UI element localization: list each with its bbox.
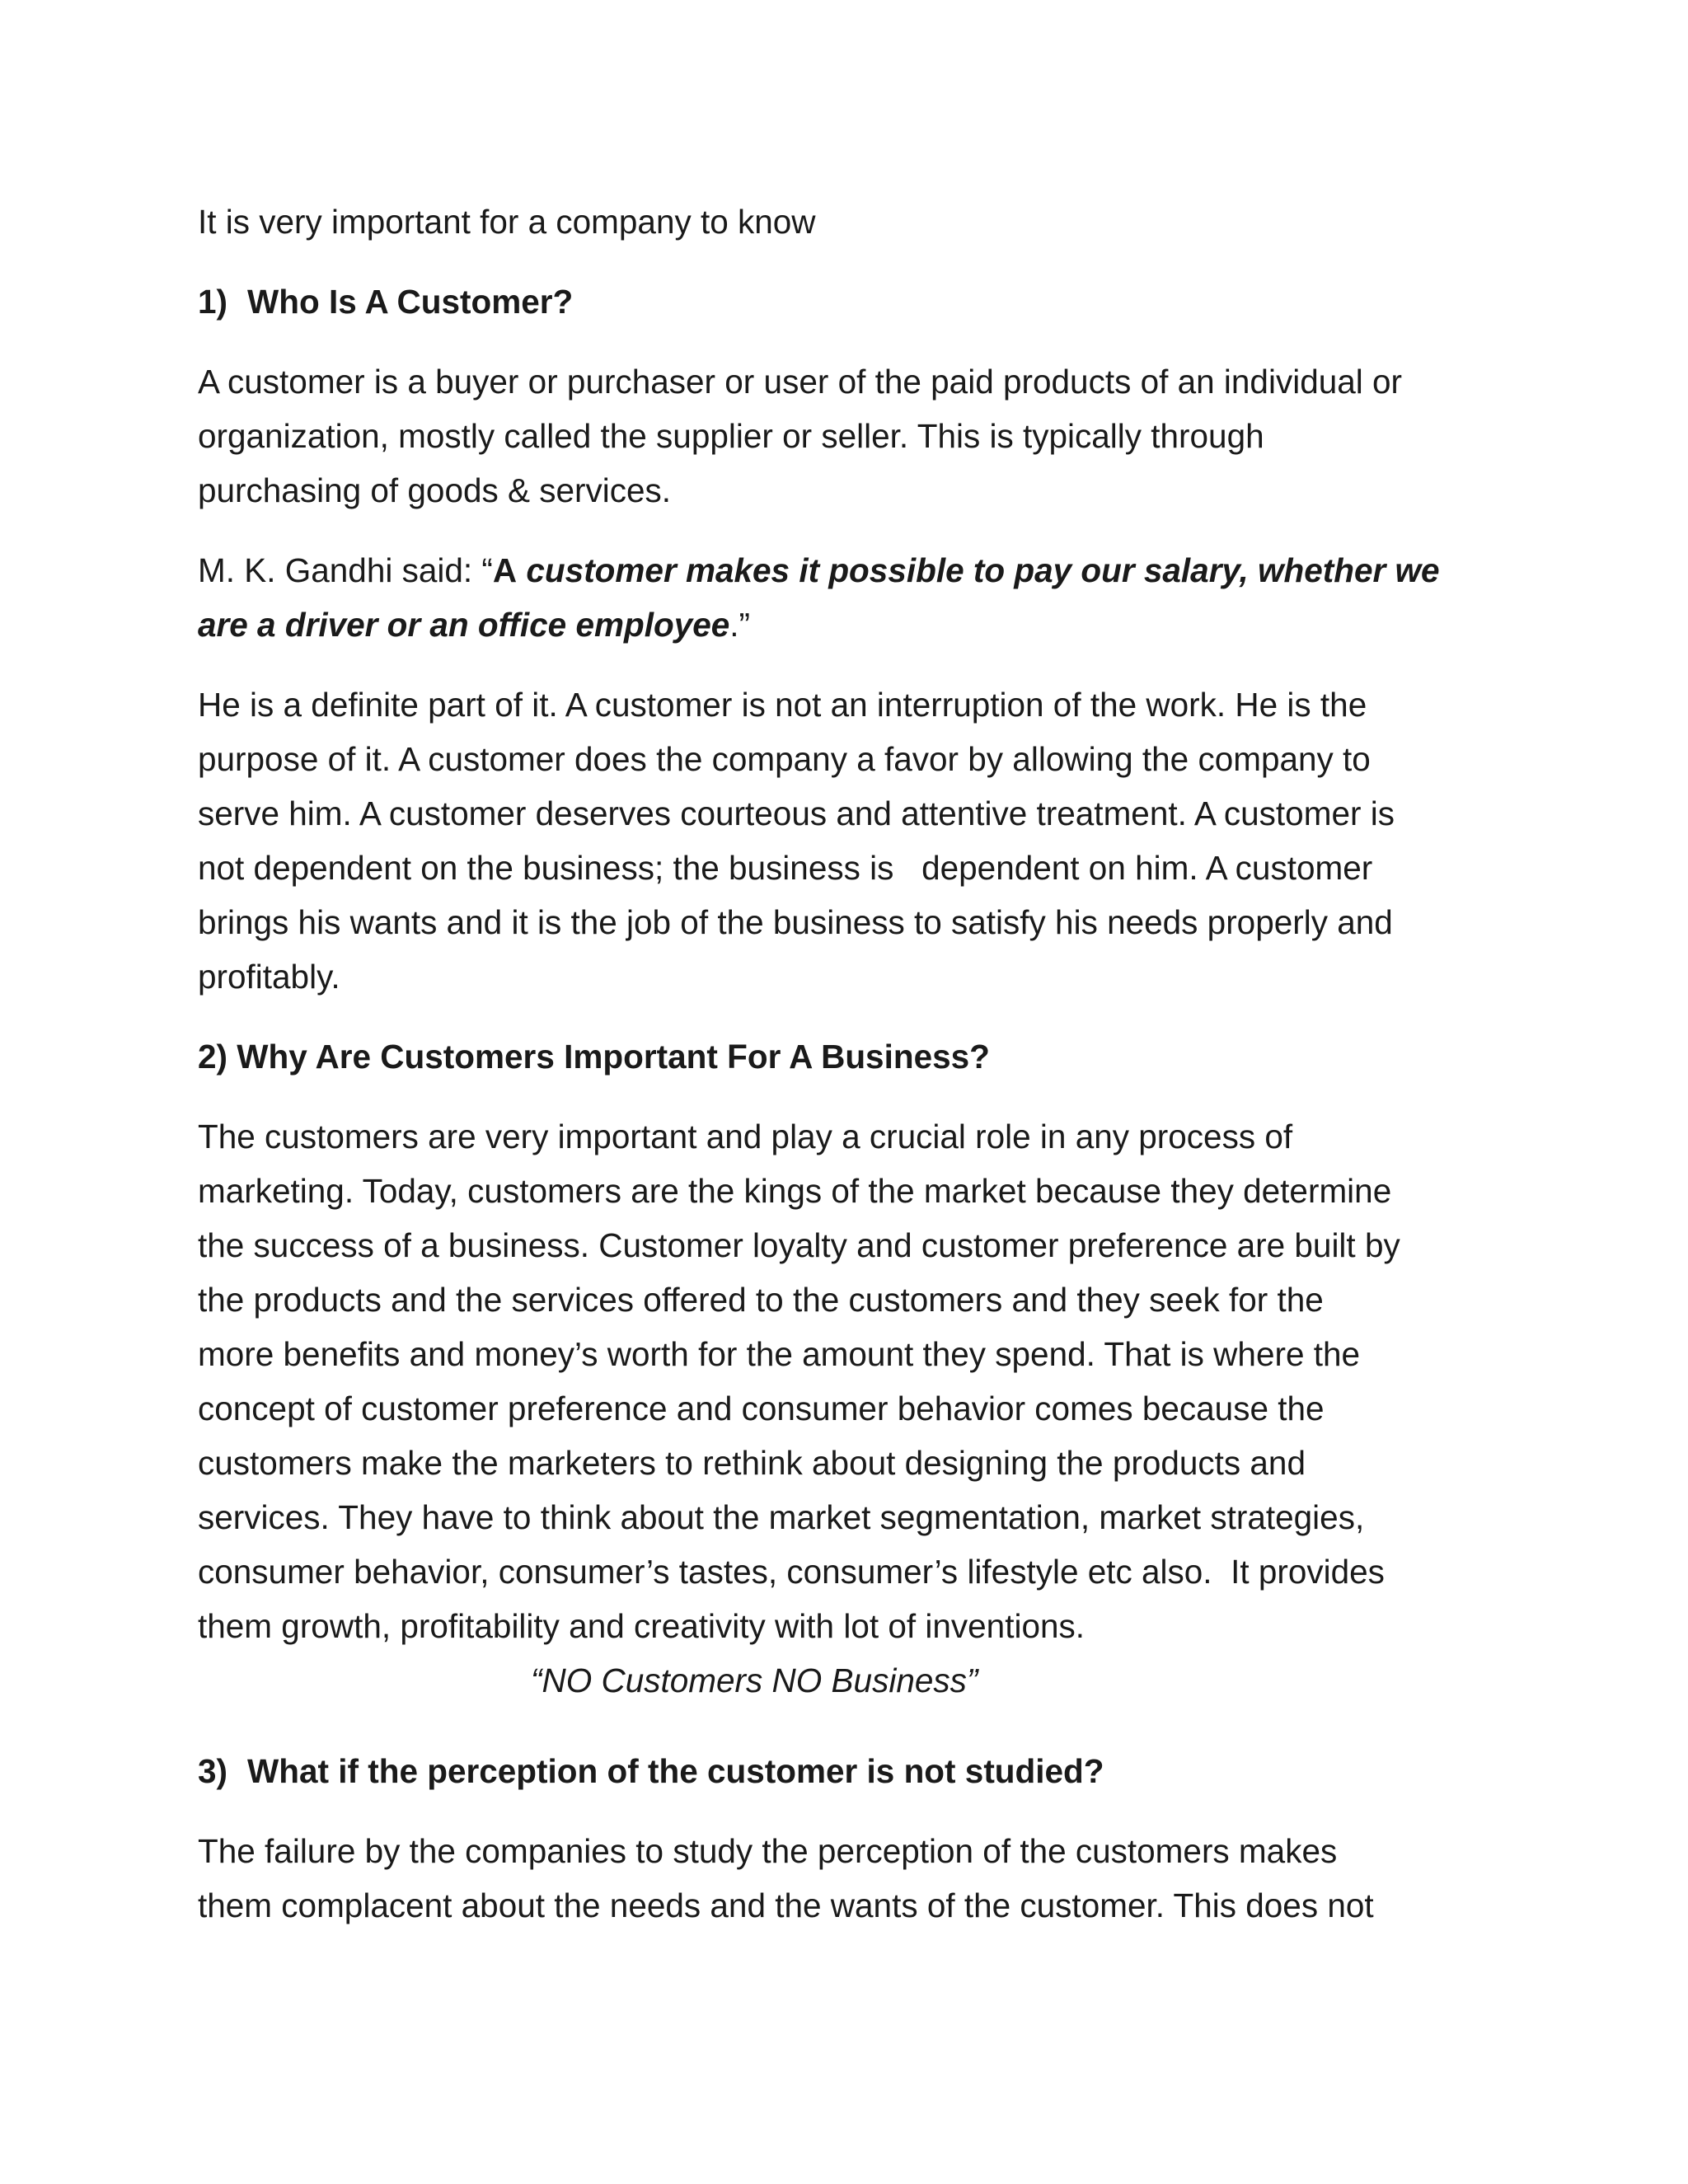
paragraph-line: services. They have to think about the market segmentation, market strategies, [198,1498,1365,1536]
paragraph-line: marketing. Today, customers are the kings of the market because they determine [198,1172,1392,1210]
paragraph-line: concept of customer preference and consumer behavior comes because the [198,1390,1325,1427]
paragraph-line: A customer is a buyer or purchaser or user of the paid products of an individual or [198,363,1403,401]
paragraph-line: more benefits and money’s worth for the amount they spend. That is where the [198,1335,1361,1373]
document-page [198,194,1484,1958]
paragraph-line: brings his wants and it is the job of the business to satisfy his needs properly and [198,903,1393,941]
section-1-number: 1) [198,283,228,321]
section-3-paragraph [198,1824,1484,1933]
section-1-heading [198,274,1484,329]
section-1-paragraph-2 [198,677,1484,1004]
section-3-heading [198,1744,1484,1798]
quote-text-1: customer makes it possible to pay our salary, whether we [517,551,1440,589]
paragraph-line: consumer behavior, consumer’s tastes, consumer’s lifestyle etc also. It provides [198,1553,1385,1591]
quote-suffix: .” [729,606,751,644]
paragraph-line: He is a definite part of it. A customer is not an interruption of the work. He is the [198,686,1367,724]
paragraph-line: purpose of it. A customer does the company a favor by allowing the company to [198,740,1371,778]
quote-prefix: M. K. Gandhi said: “ [198,551,493,589]
quote-text-2: are a driver or an office employee [198,606,730,644]
paragraph-line: The failure by the companies to study the perception of the customers makes [198,1832,1338,1870]
slogan: “NO Customers NO Business” [531,1661,978,1699]
gandhi-quote [198,543,1484,652]
paragraph-line: the success of a business. Customer loyalty and customer preference are built by [198,1226,1400,1264]
paragraph-line: them growth, profitability and creativity with lot of inventions. [198,1607,1085,1645]
paragraph-line: organization, mostly called the supplier or seller. This is typically through [198,417,1264,455]
paragraph-line: The customers are very important and play a crucial role in any process of [198,1118,1293,1155]
paragraph-line: not dependent on the business; the business is dependent on him. A customer [198,849,1373,887]
paragraph-line: serve him. A customer deserves courteous and attentive treatment. A customer is [198,794,1395,832]
quote-lead: A [492,551,518,589]
paragraph-line: customers make the marketers to rethink about designing the products and [198,1444,1306,1482]
section-2-paragraph [198,1109,1484,1708]
paragraph-line: profitably. [198,958,340,996]
paragraph-line: purchasing of goods & services. [198,471,672,509]
section-2-heading: 2) Why Are Customers Important For A Business? [198,1038,990,1076]
quote-line-1 [198,543,1484,598]
section-3-number: 3) [198,1752,228,1790]
section-1-title: Who Is A Customer? [247,283,574,321]
section-3-title: What if the perception of the customer is not studied? [247,1752,1104,1790]
paragraph-line: them complacent about the needs and the wants of the customer. This does not [198,1886,1374,1924]
paragraph-line: the products and the services offered to the customers and they seek for the [198,1281,1324,1319]
intro-text: It is very important for a company to know [198,203,816,241]
section-1-paragraph-1 [198,354,1484,518]
quote-line-2 [198,598,1484,652]
